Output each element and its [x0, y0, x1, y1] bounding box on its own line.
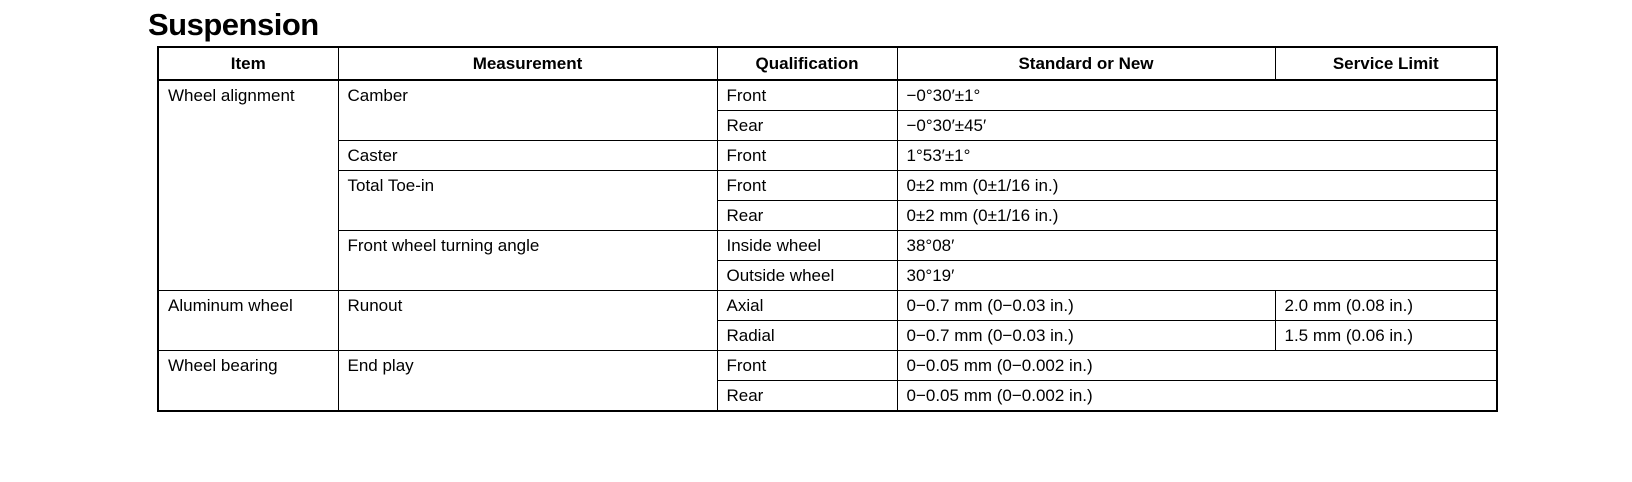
standard-cell: 0−0.7 mm (0−0.03 in.) [897, 291, 1275, 321]
measurement-cell: End play [338, 351, 717, 412]
qualification-cell: Axial [717, 291, 897, 321]
column-header-item: Item [158, 47, 338, 80]
item-cell: Wheel alignment [158, 80, 338, 291]
table-row [158, 351, 1497, 381]
standard-cell: 0−0.05 mm (0−0.002 in.) [897, 381, 1497, 412]
specification-table [157, 46, 1498, 412]
item-cell: Aluminum wheel [158, 291, 338, 351]
qualification-cell: Rear [717, 381, 897, 412]
qualification-cell: Front [717, 351, 897, 381]
table-header-row [158, 47, 1497, 80]
column-header-qualification: Qualification [717, 47, 897, 80]
column-header-measurement: Measurement [338, 47, 717, 80]
qualification-cell: Outside wheel [717, 261, 897, 291]
standard-cell: 1°53′±1° [897, 141, 1497, 171]
item-cell: Wheel bearing [158, 351, 338, 412]
qualification-cell: Inside wheel [717, 231, 897, 261]
qualification-cell: Radial [717, 321, 897, 351]
table-row [158, 141, 1497, 171]
measurement-cell: Total Toe-in [338, 171, 717, 231]
qualification-cell: Rear [717, 111, 897, 141]
standard-cell: 0±2 mm (0±1/16 in.) [897, 171, 1497, 201]
standard-cell: −0°30′±1° [897, 80, 1497, 111]
measurement-cell: Camber [338, 80, 717, 141]
column-header-standard: Standard or New [897, 47, 1275, 80]
service-limit-cell: 2.0 mm (0.08 in.) [1275, 291, 1497, 321]
standard-cell: 38°08′ [897, 231, 1497, 261]
standard-cell: 0±2 mm (0±1/16 in.) [897, 201, 1497, 231]
table-row [158, 171, 1497, 201]
measurement-cell: Runout [338, 291, 717, 351]
standard-cell: 0−0.7 mm (0−0.03 in.) [897, 321, 1275, 351]
page-title: Suspension [148, 7, 319, 42]
qualification-cell: Front [717, 141, 897, 171]
table-row [158, 80, 1497, 111]
qualification-cell: Front [717, 80, 897, 111]
standard-cell: 0−0.05 mm (0−0.002 in.) [897, 351, 1497, 381]
table-row [158, 291, 1497, 321]
qualification-cell: Rear [717, 201, 897, 231]
column-header-service-limit: Service Limit [1275, 47, 1497, 80]
table-row [158, 231, 1497, 261]
standard-cell: 30°19′ [897, 261, 1497, 291]
qualification-cell: Front [717, 171, 897, 201]
measurement-cell: Front wheel turning angle [338, 231, 717, 291]
standard-cell: −0°30′±45′ [897, 111, 1497, 141]
service-limit-cell: 1.5 mm (0.06 in.) [1275, 321, 1497, 351]
measurement-cell: Caster [338, 141, 717, 171]
